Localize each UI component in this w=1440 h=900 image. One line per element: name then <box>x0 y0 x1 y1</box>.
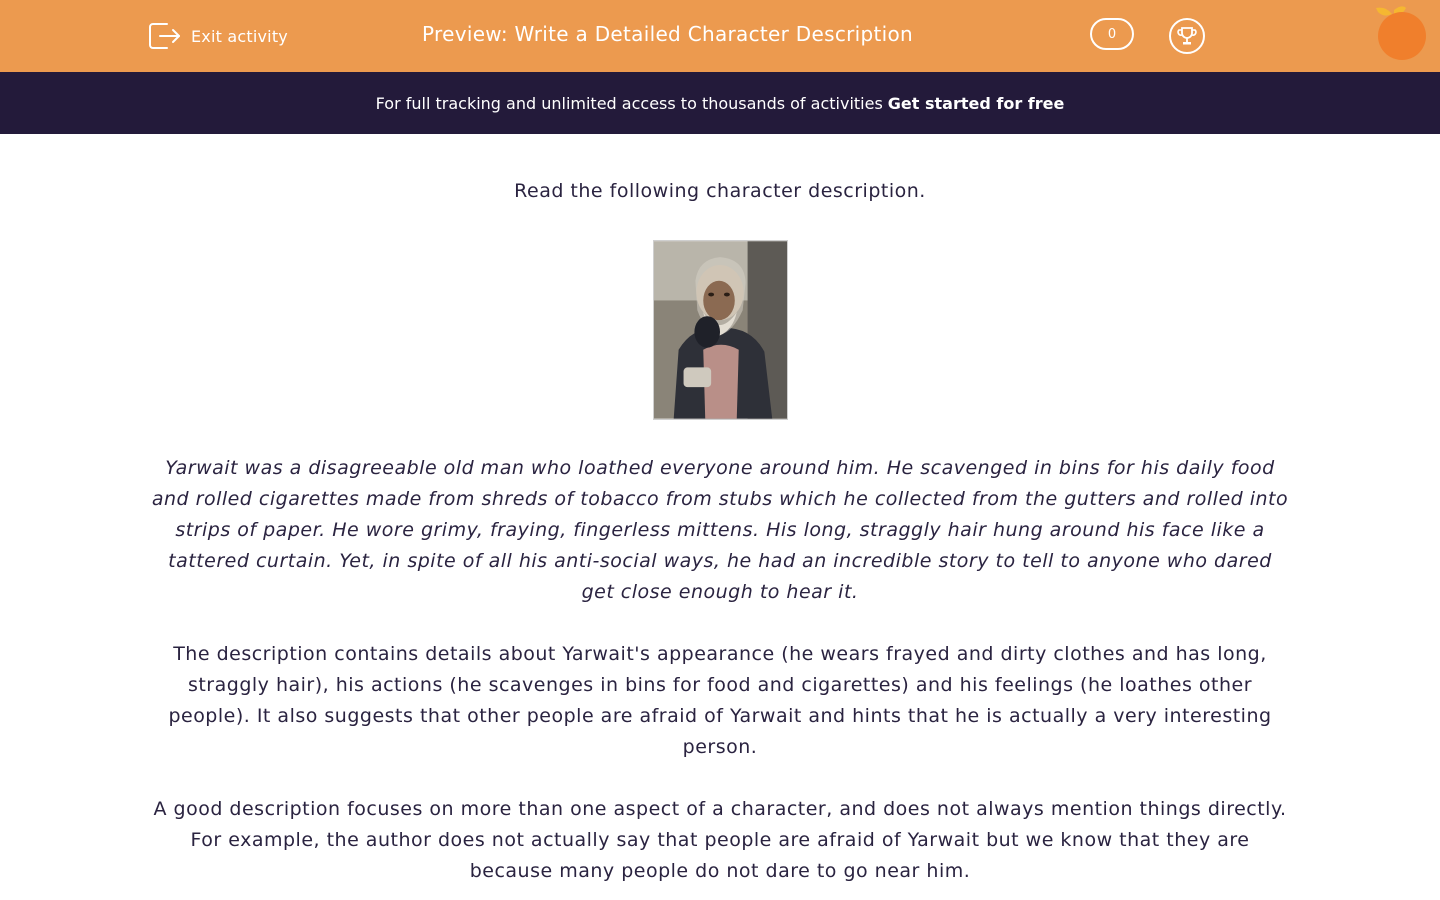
promo-text: For full tracking and unlimited access to thousands of activities <box>375 93 883 113</box>
explanation-paragraph-1: The description contains details about Yarwait's appearance (he wears frayed and dirty clothes and has long, straggly hair), his actions (he scavenges in bins for food and cigarettes) and his feelings (he loathes other people). It also suggests that other people are afraid of Yarwait and hints that he is actually a very interesting person. <box>168 643 1272 758</box>
orange-logo-icon <box>1374 4 1430 62</box>
page-title: Preview: Write a Detailed Character Description <box>422 22 914 46</box>
exit-activity-label: Exit activity <box>191 26 288 46</box>
promo-banner <box>0 72 1440 134</box>
instruction-text: Read the following character description. <box>514 180 926 202</box>
explanation-paragraph-2: A good description focuses on more than one aspect of a character, and does not always mention things directly. For example, the author does not actually say that people are afraid of Yarwait but we know that they are because many people do not dare to go near him. <box>153 798 1287 882</box>
top-bar <box>0 0 1440 72</box>
score-value: 0 <box>1107 26 1117 42</box>
trophy-icon <box>1176 25 1198 47</box>
exit-activity-button[interactable] <box>148 20 288 52</box>
score-badge <box>1090 18 1134 50</box>
exit-icon <box>148 21 182 51</box>
get-started-link[interactable]: Get started for free <box>887 93 1065 113</box>
character-description-text: Yarwait was a disagreeable old man who loathed everyone around him. He scavenged in bins for his daily food and rolled cigarettes made from shreds of tobacco from stubs which he collected from the gutters and rolled into strips of paper. He wore grimy, fraying, fingerless mittens. His long, straggly hair hung around his face like a tattered curtain. Yet, in spite of all his anti-social ways, he had an incredible story to tell to anyone who dared get close enough to hear it. <box>151 457 1289 603</box>
character-photo <box>653 240 788 420</box>
activity-content <box>150 176 1290 887</box>
trophy-button[interactable] <box>1169 18 1205 54</box>
